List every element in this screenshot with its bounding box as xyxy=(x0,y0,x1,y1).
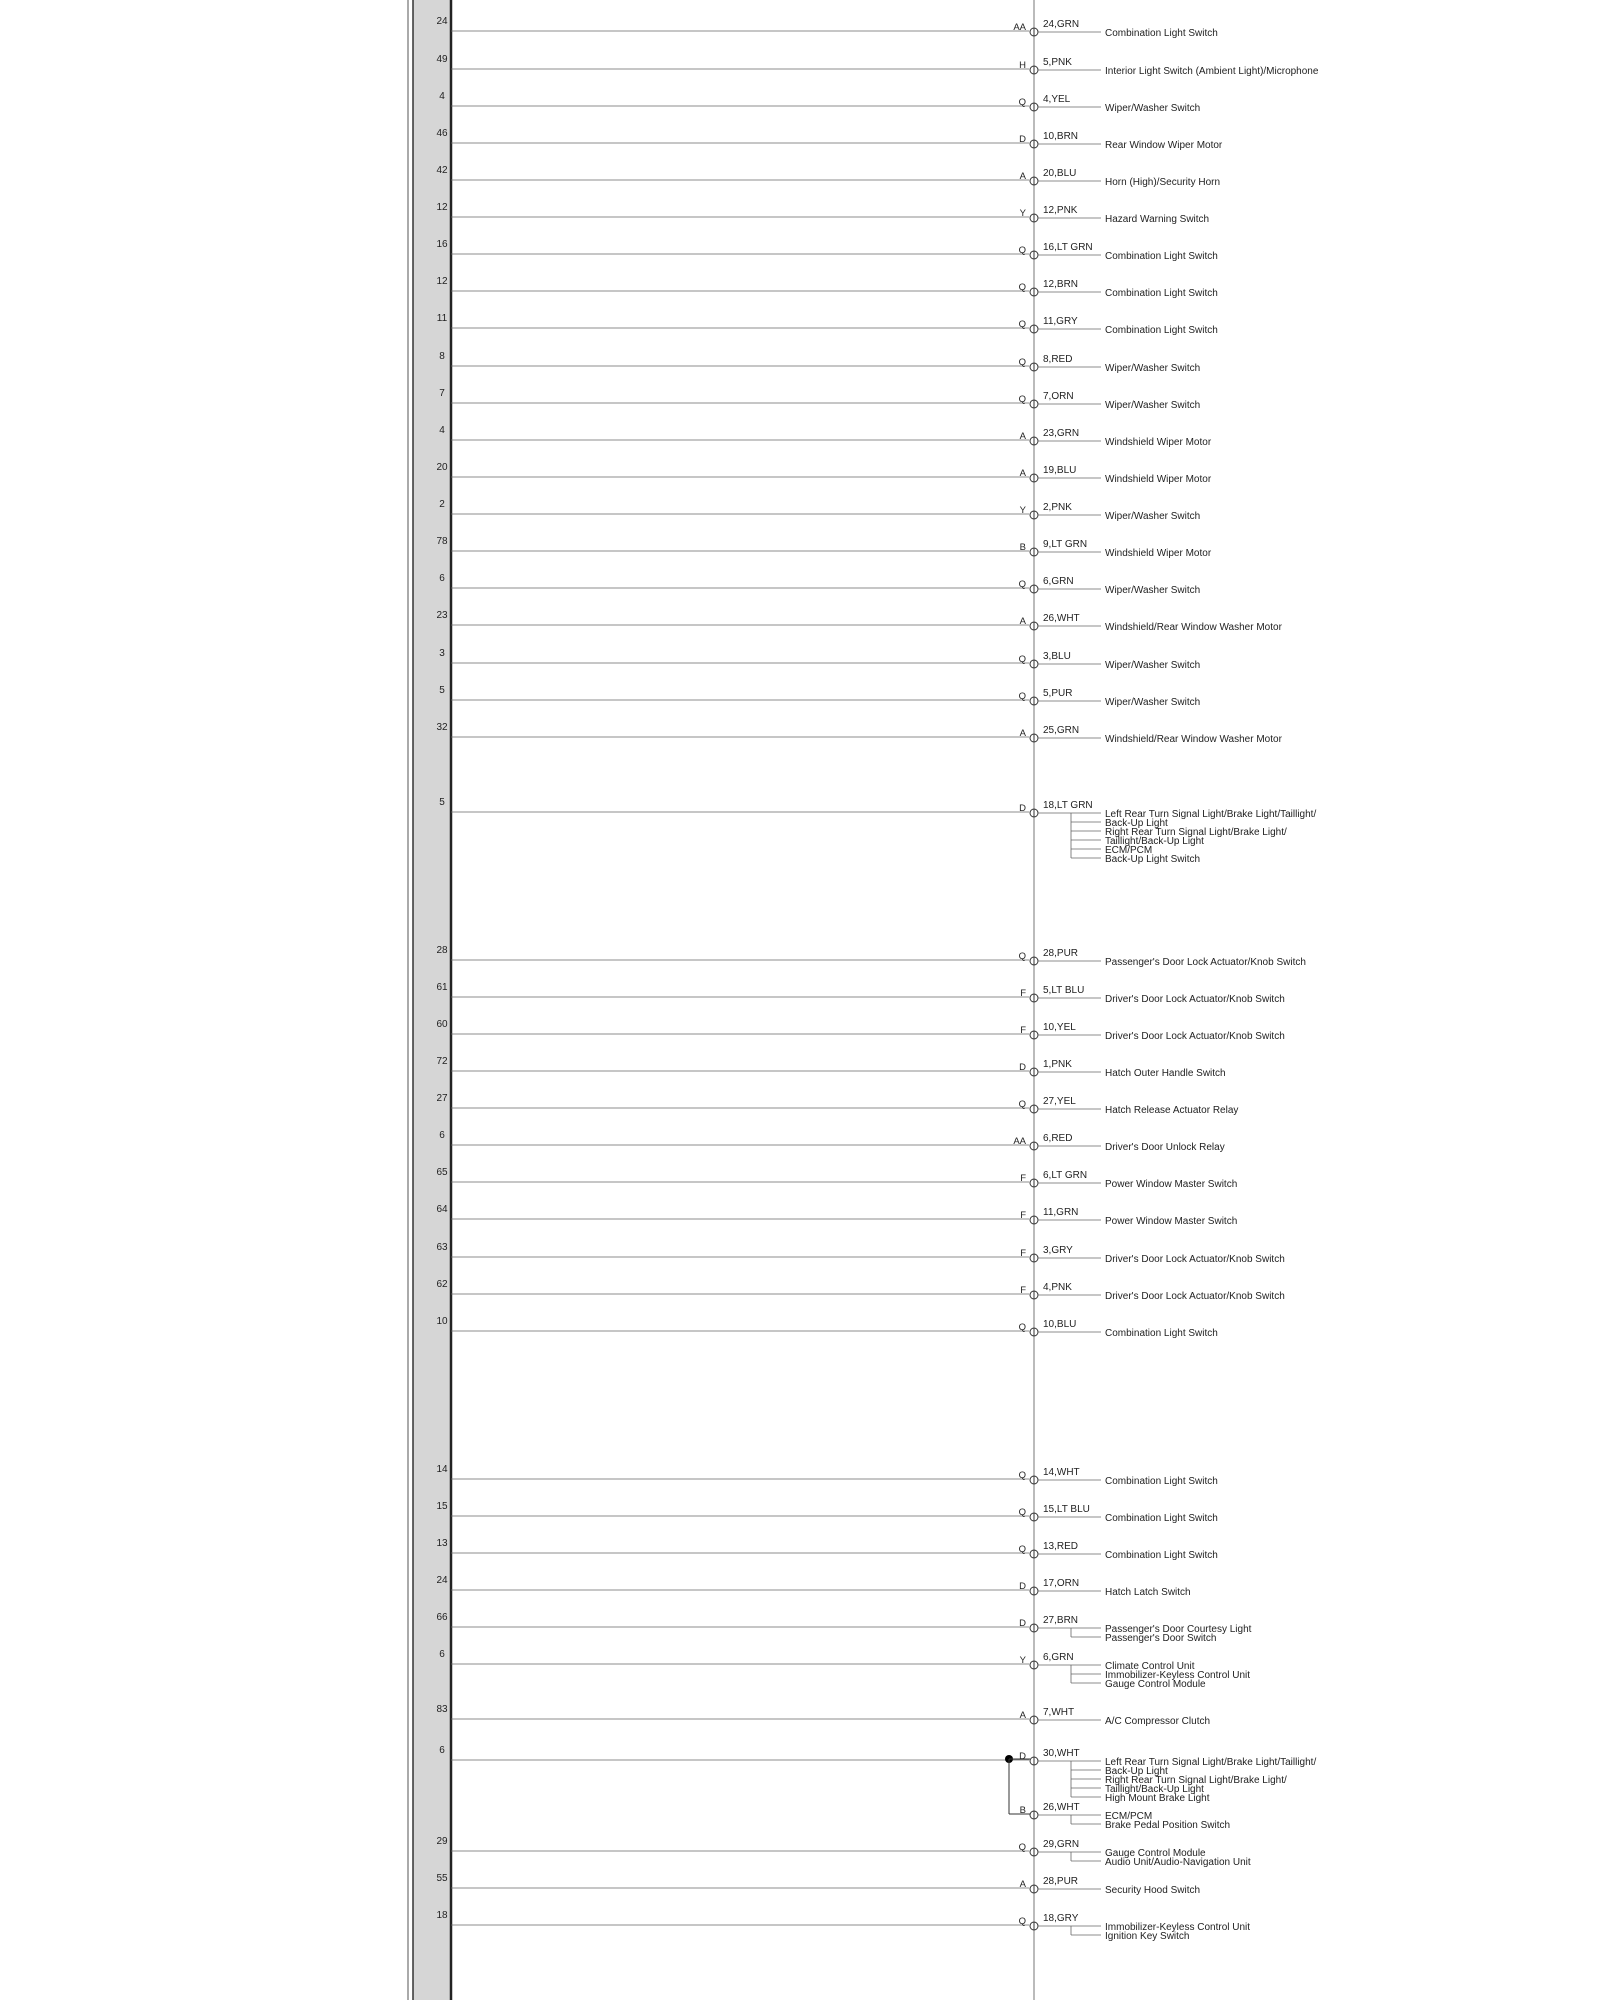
destination-label: Hatch Release Actuator Relay xyxy=(1105,1105,1239,1116)
pin-number: 14 xyxy=(436,1464,448,1475)
connector-id: D xyxy=(1019,1062,1026,1073)
destination-label: Interior Light Switch (Ambient Light)/Microphone xyxy=(1105,66,1319,77)
destination-label: Back-Up Light Switch xyxy=(1105,854,1201,865)
wire-label: 6,GRN xyxy=(1043,1652,1074,1663)
destination-label: Combination Light Switch xyxy=(1105,251,1218,262)
connector-id: A xyxy=(1019,468,1026,479)
circuit-row xyxy=(436,1910,1250,1942)
connector-id: F xyxy=(1020,988,1026,999)
wire-label: 27,YEL xyxy=(1043,1096,1076,1107)
connector-id: F xyxy=(1020,1248,1026,1259)
connector-id: Q xyxy=(1018,951,1026,962)
destination-label: Combination Light Switch xyxy=(1105,1328,1218,1339)
connector-id: Q xyxy=(1018,1916,1026,1927)
destination-label: Wiper/Washer Switch xyxy=(1105,400,1201,411)
pin-number: 62 xyxy=(436,1279,448,1290)
circuit-row xyxy=(1020,1802,1230,1831)
wire-label: 18,LT GRN xyxy=(1043,800,1093,811)
connector-id: A xyxy=(1019,1710,1026,1721)
destination-label: Wiper/Washer Switch xyxy=(1105,511,1201,522)
destination-label: Combination Light Switch xyxy=(1105,1550,1218,1561)
pin-number: 65 xyxy=(436,1167,448,1178)
wire-label: 14,WHT xyxy=(1043,1467,1080,1478)
destination-label: Windshield Wiper Motor xyxy=(1105,437,1212,448)
connector-id: H xyxy=(1019,60,1026,71)
destination-label: Wiper/Washer Switch xyxy=(1105,363,1201,374)
circuit-row xyxy=(436,536,1211,559)
connector-id: F xyxy=(1020,1210,1026,1221)
pin-number: 10 xyxy=(436,1316,448,1327)
wire-label: 17,ORN xyxy=(1043,1578,1080,1589)
destination-label: Passenger's Door Lock Actuator/Knob Switch xyxy=(1105,957,1306,968)
destination-label: Windshield/Rear Window Washer Motor xyxy=(1105,734,1282,745)
destination-label: Ignition Key Switch xyxy=(1105,1931,1190,1942)
wire-label: 1,PNK xyxy=(1043,1059,1072,1070)
circuit-row xyxy=(436,945,1305,968)
wire-label: 3,GRY xyxy=(1043,1245,1073,1256)
connector-id: A xyxy=(1019,431,1026,442)
pin-number: 49 xyxy=(436,54,448,65)
wire-label: 7,WHT xyxy=(1043,1707,1075,1718)
circuit-row xyxy=(436,1501,1217,1524)
destination-label: Combination Light Switch xyxy=(1105,325,1218,336)
destination-label: Windshield/Rear Window Washer Motor xyxy=(1105,622,1282,633)
circuit-row xyxy=(436,722,1282,745)
destination-label: Power Window Master Switch xyxy=(1105,1216,1238,1227)
wire-label: 16,LT GRN xyxy=(1043,242,1093,253)
connector-id: Y xyxy=(1019,1655,1026,1666)
pin-number: 6 xyxy=(439,1130,445,1141)
wire-label: 27,BRN xyxy=(1043,1615,1079,1626)
pin-number: 15 xyxy=(436,1501,448,1512)
pin-number: 5 xyxy=(439,797,445,808)
circuit-row xyxy=(439,1649,1250,1690)
wire-label: 6,GRN xyxy=(1043,576,1074,587)
destination-label: Brake Pedal Position Switch xyxy=(1105,1820,1231,1831)
pin-number: 64 xyxy=(436,1204,448,1215)
circuit-row xyxy=(439,499,1200,522)
wire-label: 24,GRN xyxy=(1043,19,1080,30)
destination-label: ECM/PCM xyxy=(1105,1811,1153,1822)
connector-id: D xyxy=(1019,134,1026,145)
connector-id: Q xyxy=(1018,1507,1026,1518)
destination-label: Wiper/Washer Switch xyxy=(1105,660,1201,671)
destination-label: Windshield Wiper Motor xyxy=(1105,474,1212,485)
connector-id: A xyxy=(1019,171,1026,182)
circuit-row xyxy=(436,1612,1251,1644)
connector-id: Q xyxy=(1018,1470,1026,1481)
destination-label: Gauge Control Module xyxy=(1105,1679,1206,1690)
circuit-row xyxy=(436,1873,1200,1896)
destination-label: Right Rear Turn Signal Light/Brake Light/ xyxy=(1105,827,1287,838)
wire-label: 28,PUR xyxy=(1043,1876,1079,1887)
circuit-row xyxy=(439,91,1200,114)
circuit-row xyxy=(439,425,1212,448)
destination-label: Gauge Control Module xyxy=(1105,1848,1206,1859)
pin-number: 24 xyxy=(436,16,448,27)
connector-id: Q xyxy=(1018,282,1026,293)
circuit-row xyxy=(436,1575,1190,1598)
pin-number: 24 xyxy=(436,1575,448,1586)
connector-id: D xyxy=(1019,1751,1026,1762)
pin-number: 55 xyxy=(436,1873,448,1884)
connector-id: D xyxy=(1019,1581,1026,1592)
circuit-row xyxy=(439,1745,1316,1804)
connector-id: Q xyxy=(1018,1544,1026,1555)
wire-label: 12,BRN xyxy=(1043,279,1079,290)
connector-id: A xyxy=(1019,616,1026,627)
pin-number: 4 xyxy=(439,91,445,102)
circuit-row xyxy=(436,1316,1217,1339)
destination-label: Right Rear Turn Signal Light/Brake Light/ xyxy=(1105,1775,1287,1786)
destination-label: Driver's Door Lock Actuator/Knob Switch xyxy=(1105,994,1285,1005)
pin-number: 12 xyxy=(436,276,448,287)
pin-number: 12 xyxy=(436,202,448,213)
connector-id: Q xyxy=(1018,319,1026,330)
pin-number: 6 xyxy=(439,573,445,584)
pin-number: 78 xyxy=(436,536,448,547)
destination-label: Taillight/Back-Up Light xyxy=(1105,836,1204,847)
circuit-row xyxy=(436,1279,1284,1302)
connector-id: Q xyxy=(1018,579,1026,590)
pin-number: 18 xyxy=(436,1910,448,1921)
wire-label: 29,GRN xyxy=(1043,1839,1080,1850)
circuit-row xyxy=(436,1538,1217,1561)
connector-id: AA xyxy=(1013,22,1026,33)
wire-label: 10,YEL xyxy=(1043,1022,1076,1033)
destination-label: A/C Compressor Clutch xyxy=(1105,1716,1211,1727)
wire-label: 20,BLU xyxy=(1043,168,1077,179)
destination-label: Wiper/Washer Switch xyxy=(1105,697,1201,708)
destination-label: Climate Control Unit xyxy=(1105,1661,1195,1672)
circuit-row xyxy=(437,313,1218,336)
wire-label: 25,GRN xyxy=(1043,725,1080,736)
circuit-row xyxy=(436,610,1282,633)
pin-number: 63 xyxy=(436,1242,448,1253)
pin-number: 20 xyxy=(436,462,448,473)
circuit-row xyxy=(436,128,1222,151)
wire-label: 5,PNK xyxy=(1043,57,1072,68)
connector-id: Q xyxy=(1018,1322,1026,1333)
pin-number: 5 xyxy=(439,685,445,696)
pin-number: 4 xyxy=(439,425,445,436)
destination-label: Left Rear Turn Signal Light/Brake Light/Taillight/ xyxy=(1105,1757,1317,1768)
circuit-row xyxy=(439,351,1200,374)
circuit-row xyxy=(436,54,1318,77)
destination-label: Combination Light Switch xyxy=(1105,1476,1218,1487)
pin-number: 7 xyxy=(439,388,445,399)
pin-number: 23 xyxy=(436,610,448,621)
wire-label: 19,BLU xyxy=(1043,465,1077,476)
connector-id: Q xyxy=(1018,394,1026,405)
pin-number: 8 xyxy=(439,351,445,362)
pin-number: 6 xyxy=(439,1649,445,1660)
pin-number: 72 xyxy=(436,1056,448,1067)
connector-id: A xyxy=(1019,1879,1026,1890)
wire-label: 10,BLU xyxy=(1043,1319,1077,1330)
destination-label: Wiper/Washer Switch xyxy=(1105,585,1201,596)
circuit-row xyxy=(436,462,1211,485)
connector-id: Q xyxy=(1018,691,1026,702)
pin-number: 46 xyxy=(436,128,448,139)
connector-id: B xyxy=(1019,542,1026,553)
destination-label: Passenger's Door Courtesy Light xyxy=(1105,1624,1252,1635)
circuit-row xyxy=(436,982,1284,1005)
pin-number: 66 xyxy=(436,1612,448,1623)
connector-id: Q xyxy=(1018,654,1026,665)
connector-id: Q xyxy=(1018,1842,1026,1853)
circuit-row xyxy=(439,797,1316,865)
destination-label: Taillight/Back-Up Light xyxy=(1105,1784,1204,1795)
circuit-row xyxy=(436,16,1217,39)
wire-label: 15,LT BLU xyxy=(1043,1504,1090,1515)
wire-label: 13,RED xyxy=(1043,1541,1079,1552)
connector-id: D xyxy=(1019,1618,1026,1629)
wire-label: 2,PNK xyxy=(1043,502,1072,513)
destination-label: Driver's Door Lock Actuator/Knob Switch xyxy=(1105,1291,1285,1302)
wire-label: 5,PUR xyxy=(1043,688,1073,699)
destination-label: Windshield Wiper Motor xyxy=(1105,548,1212,559)
destination-label: ECM/PCM xyxy=(1105,845,1153,856)
destination-label: Rear Window Wiper Motor xyxy=(1105,140,1223,151)
circuit-row xyxy=(436,1464,1217,1487)
circuit-row xyxy=(436,1019,1284,1042)
pin-number: 13 xyxy=(436,1538,448,1549)
pin-number: 27 xyxy=(436,1093,448,1104)
connector-id: B xyxy=(1019,1805,1026,1816)
connector-id: AA xyxy=(1013,1136,1026,1147)
circuit-row xyxy=(436,202,1209,225)
wire-label: 26,WHT xyxy=(1043,1802,1080,1813)
wire-label: 4,PNK xyxy=(1043,1282,1072,1293)
circuit-row xyxy=(436,1167,1237,1190)
wire-label: 28,PUR xyxy=(1043,948,1079,959)
wire-label: 4,YEL xyxy=(1043,94,1071,105)
destination-label: Immobilizer-Keyless Control Unit xyxy=(1105,1670,1251,1681)
destination-label: Immobilizer-Keyless Control Unit xyxy=(1105,1922,1251,1933)
connector-id: Y xyxy=(1019,208,1026,219)
circuit-row xyxy=(439,388,1200,411)
destination-label: Driver's Door Lock Actuator/Knob Switch xyxy=(1105,1031,1285,1042)
connector-id: F xyxy=(1020,1285,1026,1296)
wire-label: 12,PNK xyxy=(1043,205,1078,216)
connector-id: Q xyxy=(1018,357,1026,368)
pin-number: 6 xyxy=(439,1745,445,1756)
destination-label: Wiper/Washer Switch xyxy=(1105,103,1201,114)
wire-label: 11,GRY xyxy=(1043,316,1078,327)
pin-number: 42 xyxy=(436,165,448,176)
connector-id: D xyxy=(1019,803,1026,814)
pin-number: 11 xyxy=(436,313,448,324)
wire-label: 10,BRN xyxy=(1043,131,1079,142)
destination-label: Hatch Outer Handle Switch xyxy=(1105,1068,1226,1079)
pin-number: 29 xyxy=(436,1836,448,1847)
circuit-row xyxy=(436,1242,1284,1265)
connector-block xyxy=(413,0,451,2000)
circuit-row xyxy=(436,276,1217,299)
connector-id: Q xyxy=(1018,245,1026,256)
circuit-group xyxy=(436,16,1318,1942)
circuit-row xyxy=(436,1056,1225,1079)
pin-number: 3 xyxy=(439,648,445,659)
wire-label: 6,LT GRN xyxy=(1043,1170,1088,1181)
connector-id: Y xyxy=(1019,505,1026,516)
connector-id: F xyxy=(1020,1025,1026,1036)
destination-label: Back-Up Light xyxy=(1105,818,1168,829)
destination-label: Audio Unit/Audio-Navigation Unit xyxy=(1105,1857,1251,1868)
wire-label: 6,RED xyxy=(1043,1133,1073,1144)
destination-label: Hazard Warning Switch xyxy=(1105,214,1210,225)
circuit-row xyxy=(439,573,1200,596)
wire-label: 26,WHT xyxy=(1043,613,1080,624)
circuit-row xyxy=(436,1836,1250,1868)
connector-id: F xyxy=(1020,1173,1026,1184)
pin-number: 16 xyxy=(436,239,448,250)
wire-label: 3,BLU xyxy=(1043,651,1071,662)
circuit-row xyxy=(436,1093,1238,1116)
destination-label: Left Rear Turn Signal Light/Brake Light/Taillight/ xyxy=(1105,809,1317,820)
destination-label: Combination Light Switch xyxy=(1105,28,1218,39)
wire-label: 7,ORN xyxy=(1043,391,1074,402)
wire-label: 23,GRN xyxy=(1043,428,1080,439)
destination-label: Driver's Door Lock Actuator/Knob Switch xyxy=(1105,1254,1285,1265)
connector-id: A xyxy=(1019,728,1026,739)
wire-label: 9,LT GRN xyxy=(1043,539,1088,550)
circuit-row xyxy=(439,648,1200,671)
circuit-row xyxy=(436,1704,1210,1727)
destination-label: Horn (High)/Security Horn xyxy=(1105,177,1221,188)
wire-label: 11,GRN xyxy=(1043,1207,1079,1218)
circuit-row xyxy=(436,165,1220,188)
connector-id: Q xyxy=(1018,1099,1026,1110)
destination-label: High Mount Brake Light xyxy=(1105,1793,1210,1804)
destination-label: Security Hood Switch xyxy=(1105,1885,1201,1896)
wire-label: 5,LT BLU xyxy=(1043,985,1085,996)
pin-number: 2 xyxy=(439,499,445,510)
pin-number: 28 xyxy=(436,945,448,956)
destination-label: Hatch Latch Switch xyxy=(1105,1587,1191,1598)
destination-label: Power Window Master Switch xyxy=(1105,1179,1238,1190)
wire-label: 30,WHT xyxy=(1043,1748,1080,1759)
destination-label: Passenger's Door Switch xyxy=(1105,1633,1217,1644)
circuit-row xyxy=(439,1130,1225,1153)
pin-number: 61 xyxy=(436,982,448,993)
pin-number: 60 xyxy=(436,1019,448,1030)
wire-label: 8,RED xyxy=(1043,354,1073,365)
circuit-row xyxy=(436,239,1217,262)
pin-number: 32 xyxy=(436,722,448,733)
pin-number: 83 xyxy=(436,1704,448,1715)
splice-group xyxy=(1005,1755,1030,1814)
destination-label: Driver's Door Unlock Relay xyxy=(1105,1142,1225,1153)
circuit-row xyxy=(436,1204,1237,1227)
connector-id: Q xyxy=(1018,97,1026,108)
circuit-row xyxy=(439,685,1200,708)
destination-label: Back-Up Light xyxy=(1105,1766,1168,1777)
wire-label: 18,GRY xyxy=(1043,1913,1079,1924)
destination-label: Combination Light Switch xyxy=(1105,288,1218,299)
destination-label: Combination Light Switch xyxy=(1105,1513,1218,1524)
